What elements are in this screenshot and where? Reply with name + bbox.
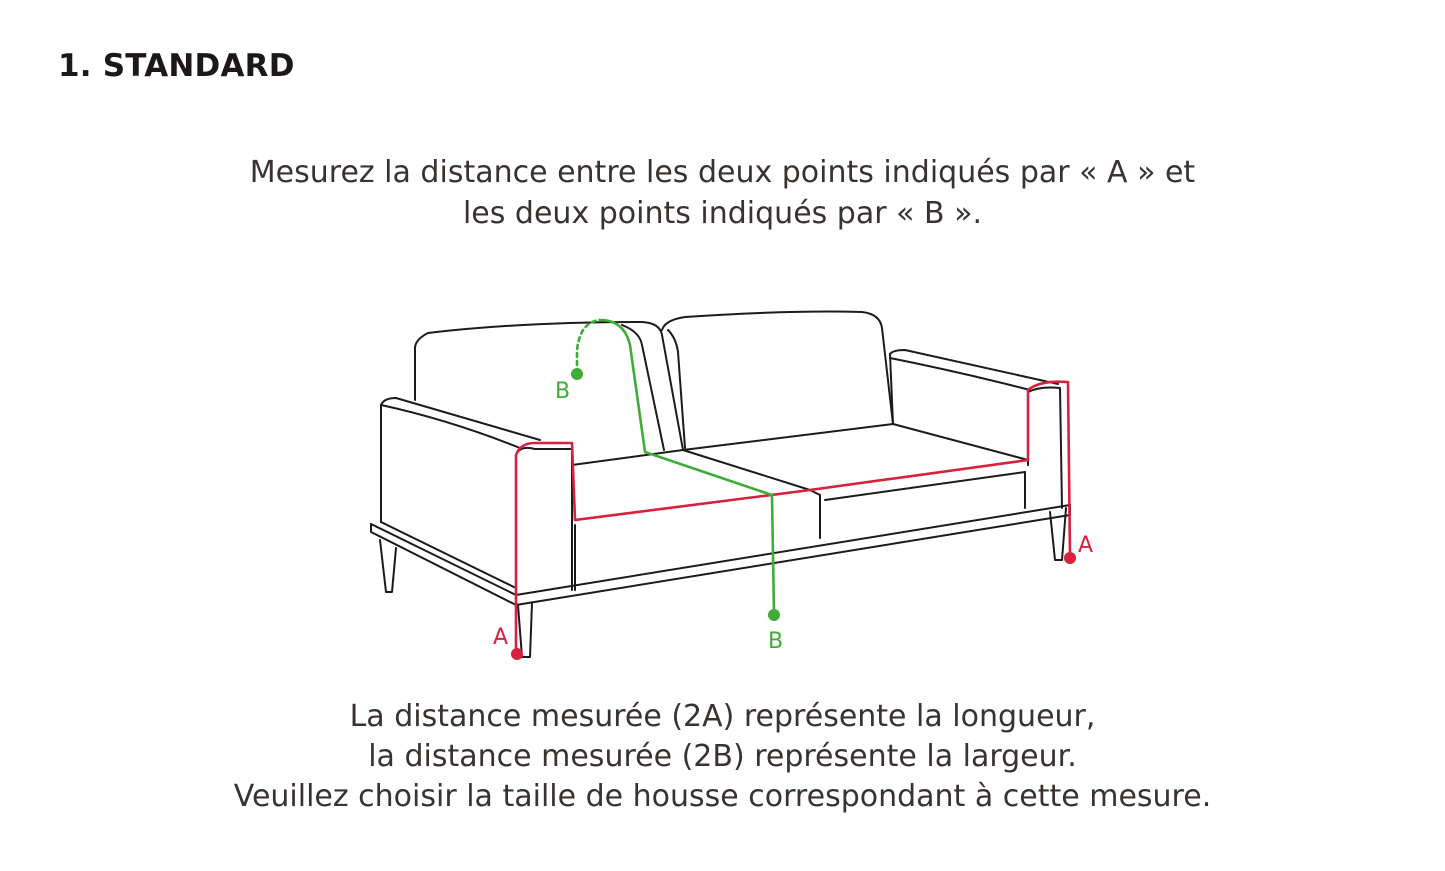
measurement-a (493, 382, 1093, 660)
sofa-outline (371, 312, 1070, 657)
measurement-a-label-right: A (1078, 533, 1094, 558)
measurement-a-line (516, 382, 1070, 652)
measurement-a-label-left: A (493, 625, 509, 650)
left-armrest (381, 398, 540, 440)
section-title: 1. STANDARD (58, 48, 295, 84)
instruction-line-1: Mesurez la distance entre les deux points indiqués par « A » et (249, 155, 1196, 190)
measurement-a-point-left (511, 648, 523, 660)
measurement-b-label-top: B (555, 379, 571, 404)
result-text (0, 697, 1445, 817)
leg-back-left (380, 540, 396, 592)
result-line-1: La distance mesurée (2A) représente la longueur, (349, 699, 1096, 734)
seat-cushion-right (683, 424, 1028, 490)
right-back-cushion (662, 312, 893, 424)
base-frame (371, 505, 1070, 595)
seat-cushion-left (572, 450, 810, 520)
result-line-3: Veuillez choisir la taille de housse correspondant à cette mesure. (233, 779, 1212, 814)
instruction-line-2: les deux points indiqués par « B ». (462, 196, 983, 231)
measurement-b-line (600, 320, 774, 614)
measurement-a-point-right (1064, 552, 1076, 564)
right-armrest (890, 350, 1058, 384)
measurement-b-point-top (571, 368, 583, 380)
measurement-b-label-bottom: B (768, 629, 784, 654)
result-line-2: la distance mesurée (2B) représente la largeur. (368, 739, 1077, 774)
measurement-b-point-bottom (768, 609, 780, 621)
measurement-b-dashed-line (577, 320, 600, 373)
